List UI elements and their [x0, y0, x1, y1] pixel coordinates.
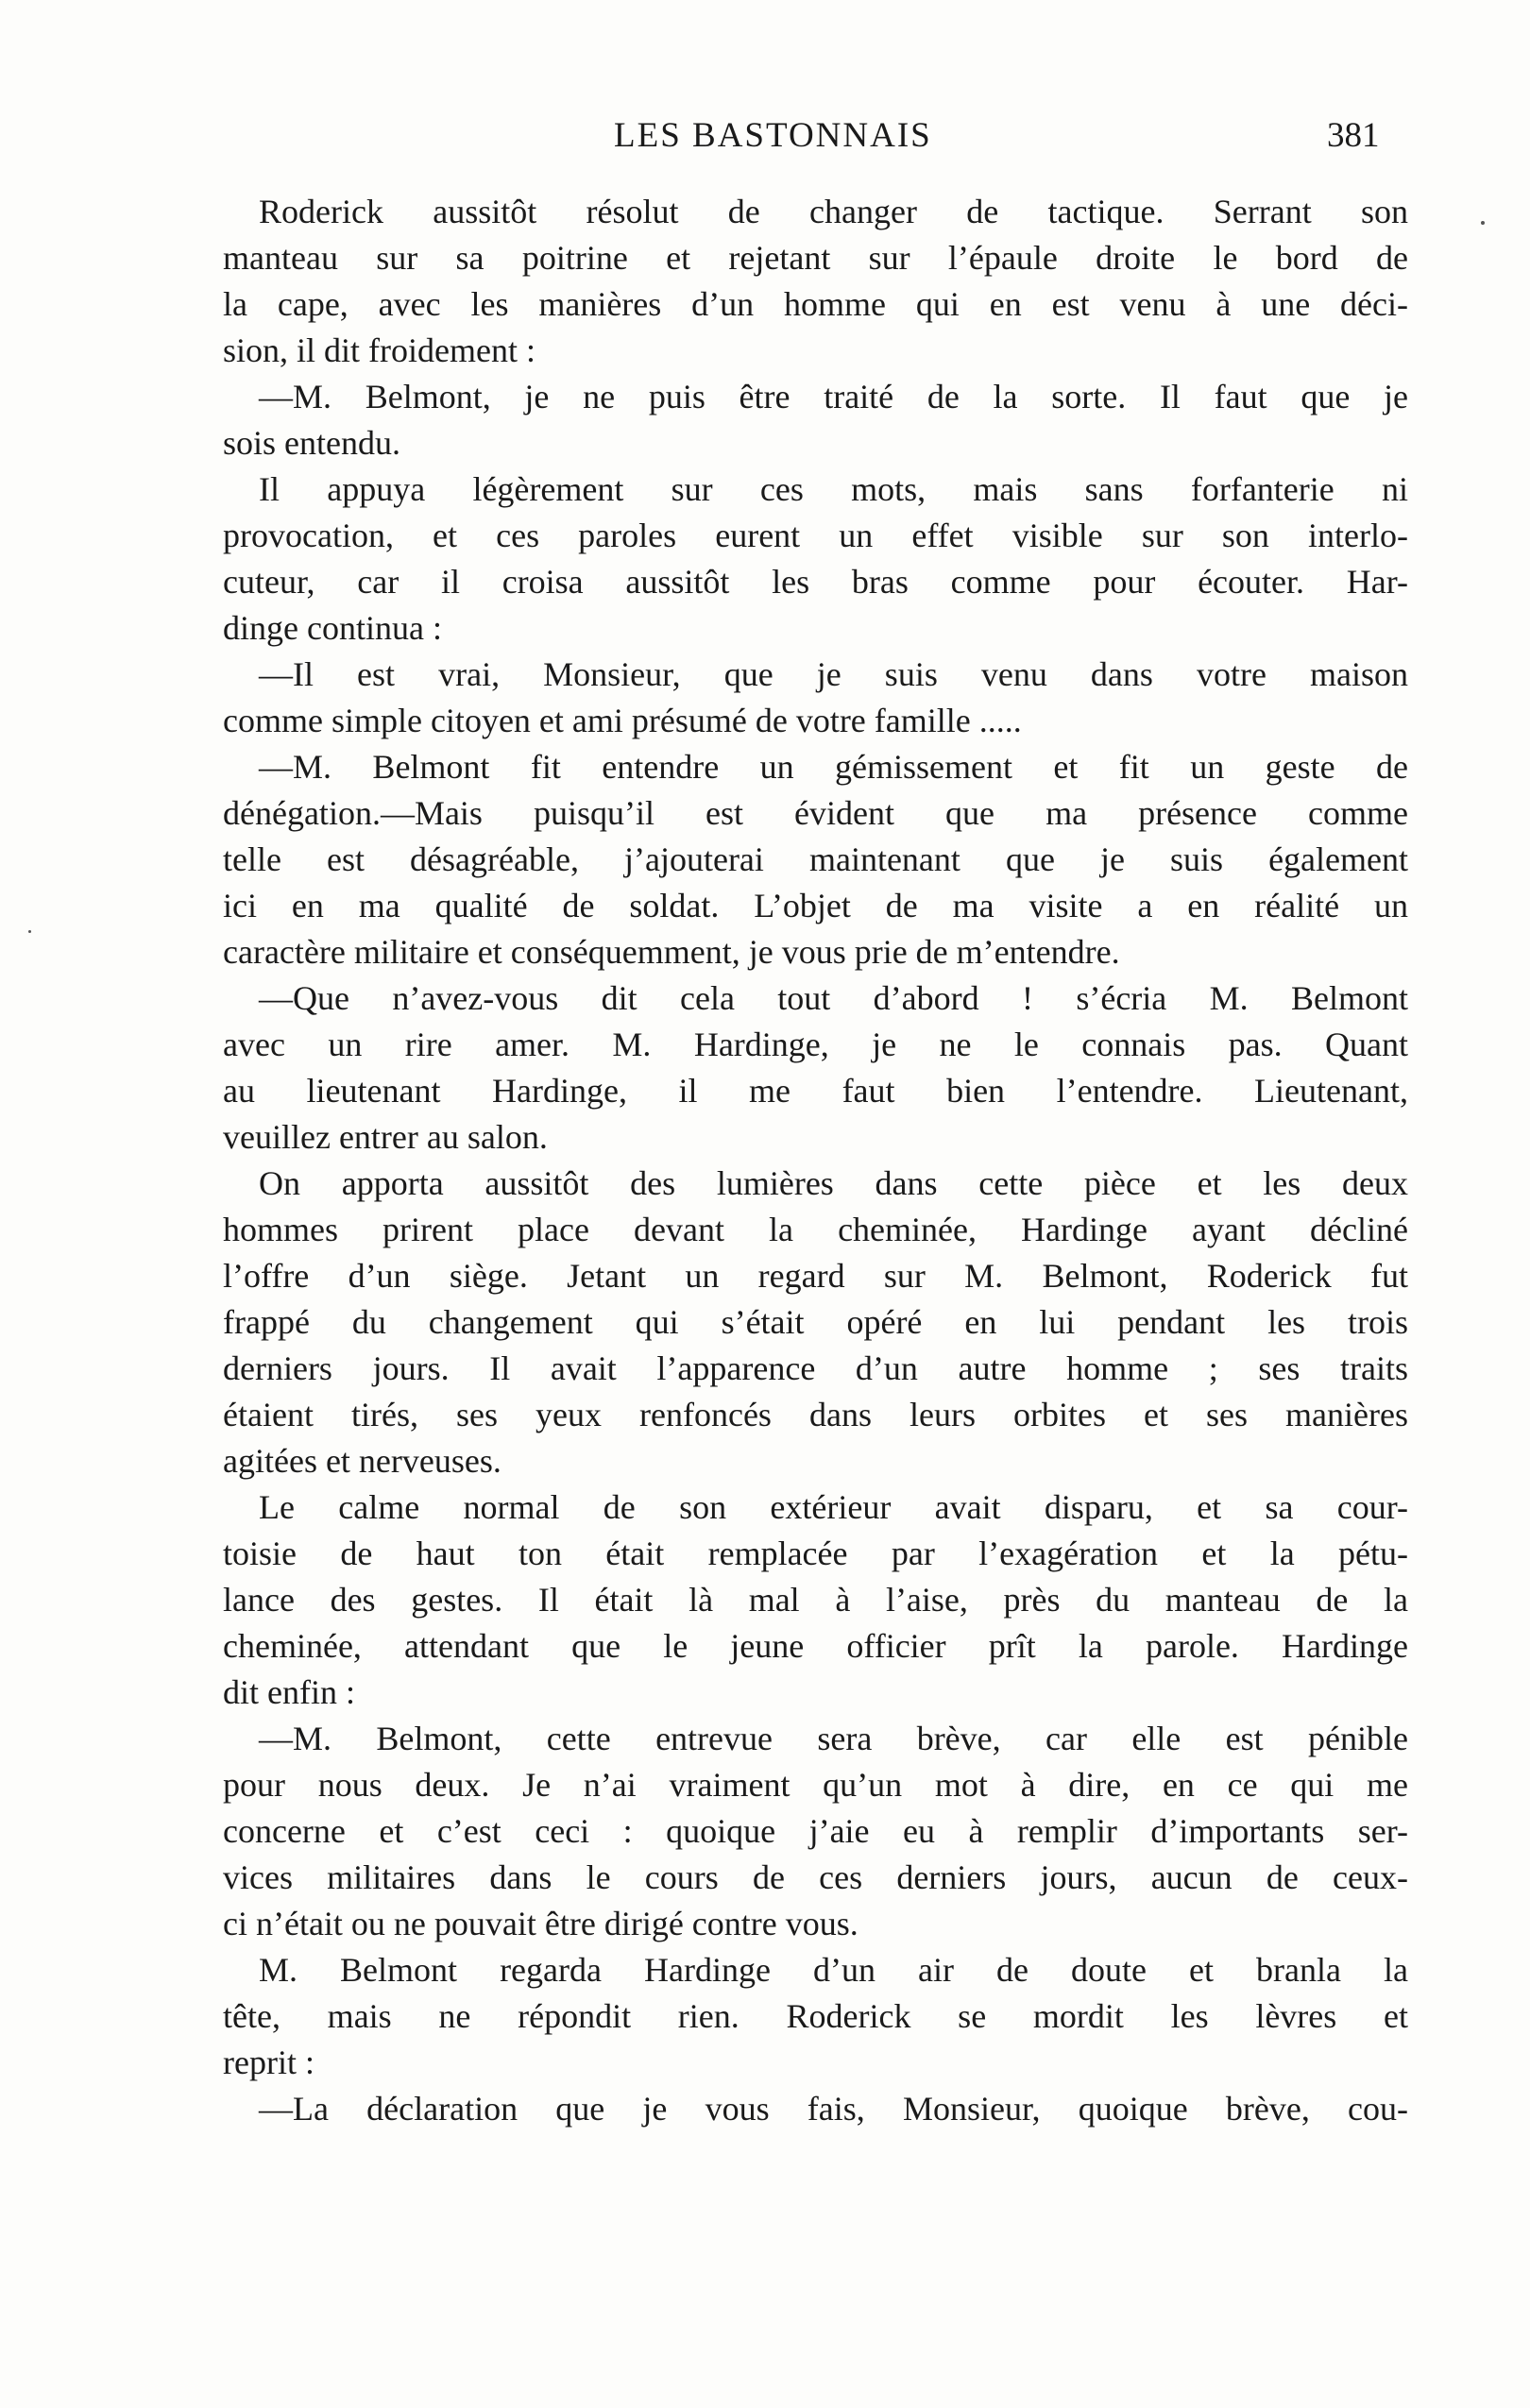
text-line: manteau sur sa poitrine et rejetant sur l’épaule droite le bord de — [223, 239, 1408, 277]
text-line: reprit : — [223, 2043, 314, 2081]
text-line: provocation, et ces paroles eurent un effet visible sur son interlo- — [223, 517, 1408, 554]
text-line: caractère militaire et conséquemment, je vous prie de m’entendre. — [223, 933, 1120, 971]
text-line: dinge continua : — [223, 609, 442, 647]
text-line: agitées et nerveuses. — [223, 1442, 502, 1480]
text-line: —La déclaration que je vous fais, Monsieur, quoique brève, cou- — [259, 2090, 1408, 2128]
text-line: vices militaires dans le cours de ces derniers jours, aucun de ceux- — [223, 1858, 1408, 1896]
text-line: toisie de haut ton était remplacée par l’exagération et la pétu- — [223, 1535, 1408, 1572]
text-line: —M. Belmont, je ne puis être traité de la sorte. Il faut que je — [259, 378, 1408, 415]
text-line: frappé du changement qui s’était opéré en lui pendant les trois — [223, 1303, 1408, 1341]
text-line: la cape, avec les manières d’un homme qui en est venu à une déci- — [223, 285, 1408, 323]
text-line: étaient tirés, ses yeux renfoncés dans leurs orbites et ses manières — [223, 1396, 1408, 1433]
running-head — [0, 115, 1530, 162]
text-line: cuteur, car il croisa aussitôt les bras comme pour écouter. Har- — [223, 563, 1408, 601]
text-line: ici en ma qualité de soldat. L’objet de ma visite a en réalité un — [223, 887, 1408, 924]
text-line: —M. Belmont, cette entrevue sera brève, car elle est pénible — [259, 1720, 1408, 1757]
text-line: sion, il dit froidement : — [223, 331, 536, 369]
text-line: concerne et c’est ceci : quoique j’aie eu à remplir d’importants ser- — [223, 1812, 1408, 1850]
running-title: LES BASTONNAIS — [614, 116, 932, 155]
page-number: 381 — [1327, 116, 1380, 155]
text-line: l’offre d’un siège. Jetant un regard sur M. Belmont, Roderick fut — [223, 1257, 1408, 1295]
text-line: dénégation.—Mais puisqu’il est évident que ma présence comme — [223, 794, 1408, 832]
text-line: hommes prirent place devant la cheminée, Hardinge ayant décliné — [223, 1211, 1408, 1248]
text-line: ci n’était ou ne pouvait être dirigé contre vous. — [223, 1905, 858, 1942]
text-line: —Il est vrai, Monsieur, que je suis venu dans votre maison — [259, 655, 1408, 693]
text-line: Le calme normal de son extérieur avait disparu, et sa cour- — [259, 1488, 1408, 1526]
text-line: dit enfin : — [223, 1673, 355, 1711]
text-line: telle est désagréable, j’ajouterai maintenant que je suis également — [223, 840, 1408, 878]
paper-speck — [1481, 221, 1485, 225]
text-line: derniers jours. Il avait l’apparence d’un autre homme ; ses traits — [223, 1349, 1408, 1387]
text-line: Il appuya légèrement sur ces mots, mais sans forfanterie ni — [259, 470, 1408, 508]
text-line: M. Belmont regarda Hardinge d’un air de doute et branla la — [259, 1951, 1408, 1989]
text-line: sois entendu. — [223, 424, 400, 462]
text-line: comme simple citoyen et ami présumé de votre famille ..... — [223, 702, 1022, 739]
text-line: Roderick aussitôt résolut de changer de tactique. Serrant son — [259, 193, 1408, 230]
text-line: —Que n’avez-vous dit cela tout d’abord ! s’écria M. Belmont — [259, 979, 1408, 1017]
text-line: lance des gestes. Il était là mal à l’aise, près du manteau de la — [223, 1581, 1408, 1619]
text-line: pour nous deux. Je n’ai vraiment qu’un mot à dire, en ce qui me — [223, 1766, 1408, 1804]
body-text — [223, 189, 1408, 2132]
text-line: veuillez entrer au salon. — [223, 1118, 548, 1156]
text-line: —M. Belmont fit entendre un gémissement et fit un geste de — [259, 748, 1408, 786]
text-line: avec un rire amer. M. Hardinge, je ne le connais pas. Quant — [223, 1026, 1408, 1063]
paper-speck — [28, 930, 31, 933]
text-line: On apporta aussitôt des lumières dans cette pièce et les deux — [259, 1164, 1408, 1202]
text-line: au lieutenant Hardinge, il me faut bien l’entendre. Lieutenant, — [223, 1072, 1408, 1110]
text-line: tête, mais ne répondit rien. Roderick se mordit les lèvres et — [223, 1997, 1408, 2035]
text-line: cheminée, attendant que le jeune officier prît la parole. Hardinge — [223, 1627, 1408, 1665]
